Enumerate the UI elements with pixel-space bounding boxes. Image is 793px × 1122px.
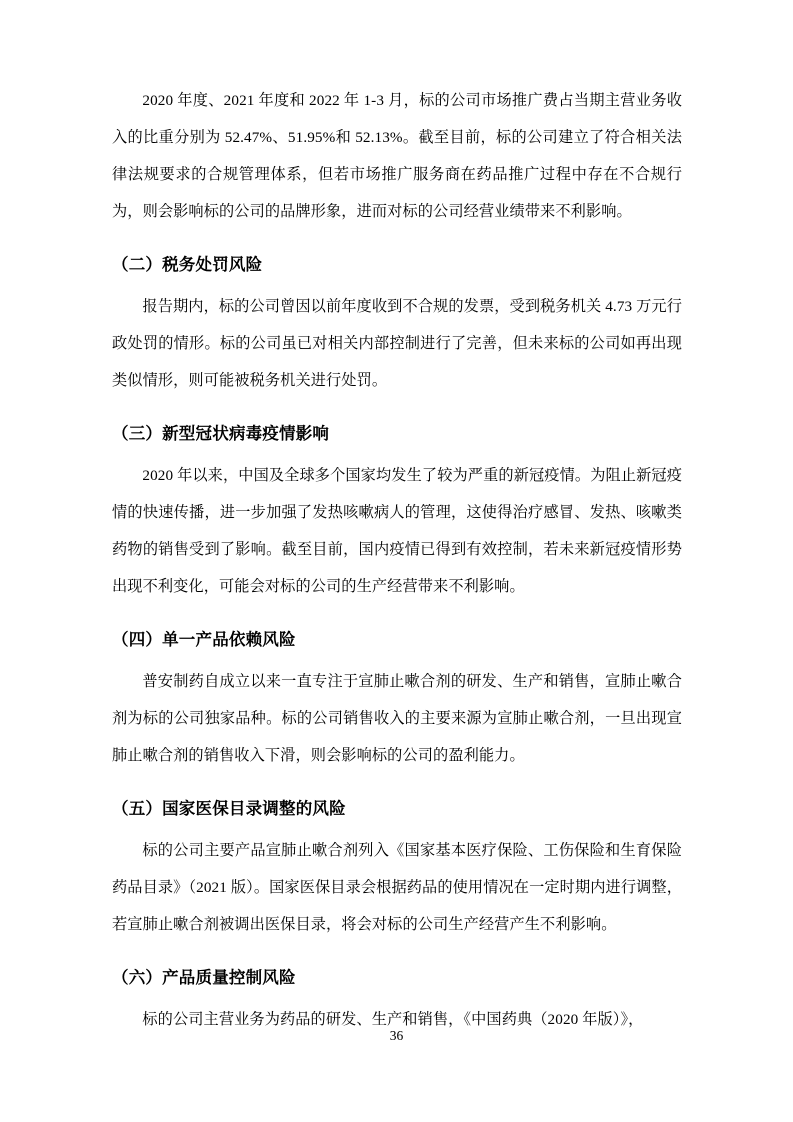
spacer [112, 230, 682, 248]
paragraph-covid-impact: 2020 年以来，中国及全球多个国家均发生了较为严重的新冠疫情。为阻止新冠疫情的快速传播，进一步加强了发热咳嗽病人的管理，这使得治疗感冒、发热、咳嗽类药物的销售受到了影响。截至目前，国内疫情已得到有效控制，若未来新冠疫情形势出现不利变化，可能会对标的公司的生产经营带来不利影响。 [112, 467, 682, 595]
spacer [112, 774, 682, 792]
heading-product-quality-control-risk: （六）产品质量控制风险 [112, 969, 296, 987]
paragraph-medical-insurance-catalog-risk: 标的公司主要产品宣肺止嗽合剂列入《国家基本医疗保险、工伤保险和生育保险药品目录》（2021 版）。国家医保目录会根据药品的使用情况在一定时期内进行调整，若宣肺止嗽合剂被调出医保目录，将会对标的公司生产经营产生不利影响。 [112, 842, 682, 933]
paragraph-product-quality-control-risk: 标的公司主营业务为药品的研发、生产和销售，《中国药典（2020 年版）》， [142, 1011, 644, 1028]
heading-tax-penalty-risk: （二）税务处罚风险 [112, 256, 263, 274]
spacer [112, 943, 682, 961]
document-body [112, 82, 682, 1038]
paragraph-market-promotion: 2020 年度、2021 年度和 2022 年 1-3 月，标的公司市场推广费占当期主营业务收入的比重分别为 52.47%、51.95%和 52.13%。截至目前，标的公司建立了符合相关法律法规要求的合规管理体系，但若市场推广服务商在药品推广过程中存在不合规行为，则会影响标的公司的品牌形象，进而对标的公司经营业绩带来不利影响。 [112, 92, 682, 220]
heading-medical-insurance-catalog-risk: （五）国家医保目录调整的风险 [112, 800, 346, 818]
spacer [112, 605, 682, 623]
paragraph-tax-penalty-risk: 报告期内，标的公司曾因以前年度收到不合规的发票，受到税务机关 4.73 万元行政处罚的情形。标的公司虽已对相关内部控制进行了完善，但未来标的公司如再出现类似情形，则可能被税务机关进行处罚。 [112, 298, 682, 389]
paragraph-single-product-dependence-risk: 普安制药自成立以来一直专注于宣肺止嗽合剂的研发、生产和销售，宣肺止嗽合剂为标的公司独家品种。标的公司销售收入的主要来源为宣肺止嗽合剂，一旦出现宣肺止嗽合剂的销售收入下滑，则会影响标的公司的盈利能力。 [112, 673, 682, 764]
heading-single-product-dependence-risk: （四）单一产品依赖风险 [112, 631, 296, 649]
page-number: 36 [389, 1028, 404, 1043]
heading-covid-impact: （三）新型冠状病毒疫情影响 [112, 425, 330, 443]
spacer [112, 399, 682, 417]
